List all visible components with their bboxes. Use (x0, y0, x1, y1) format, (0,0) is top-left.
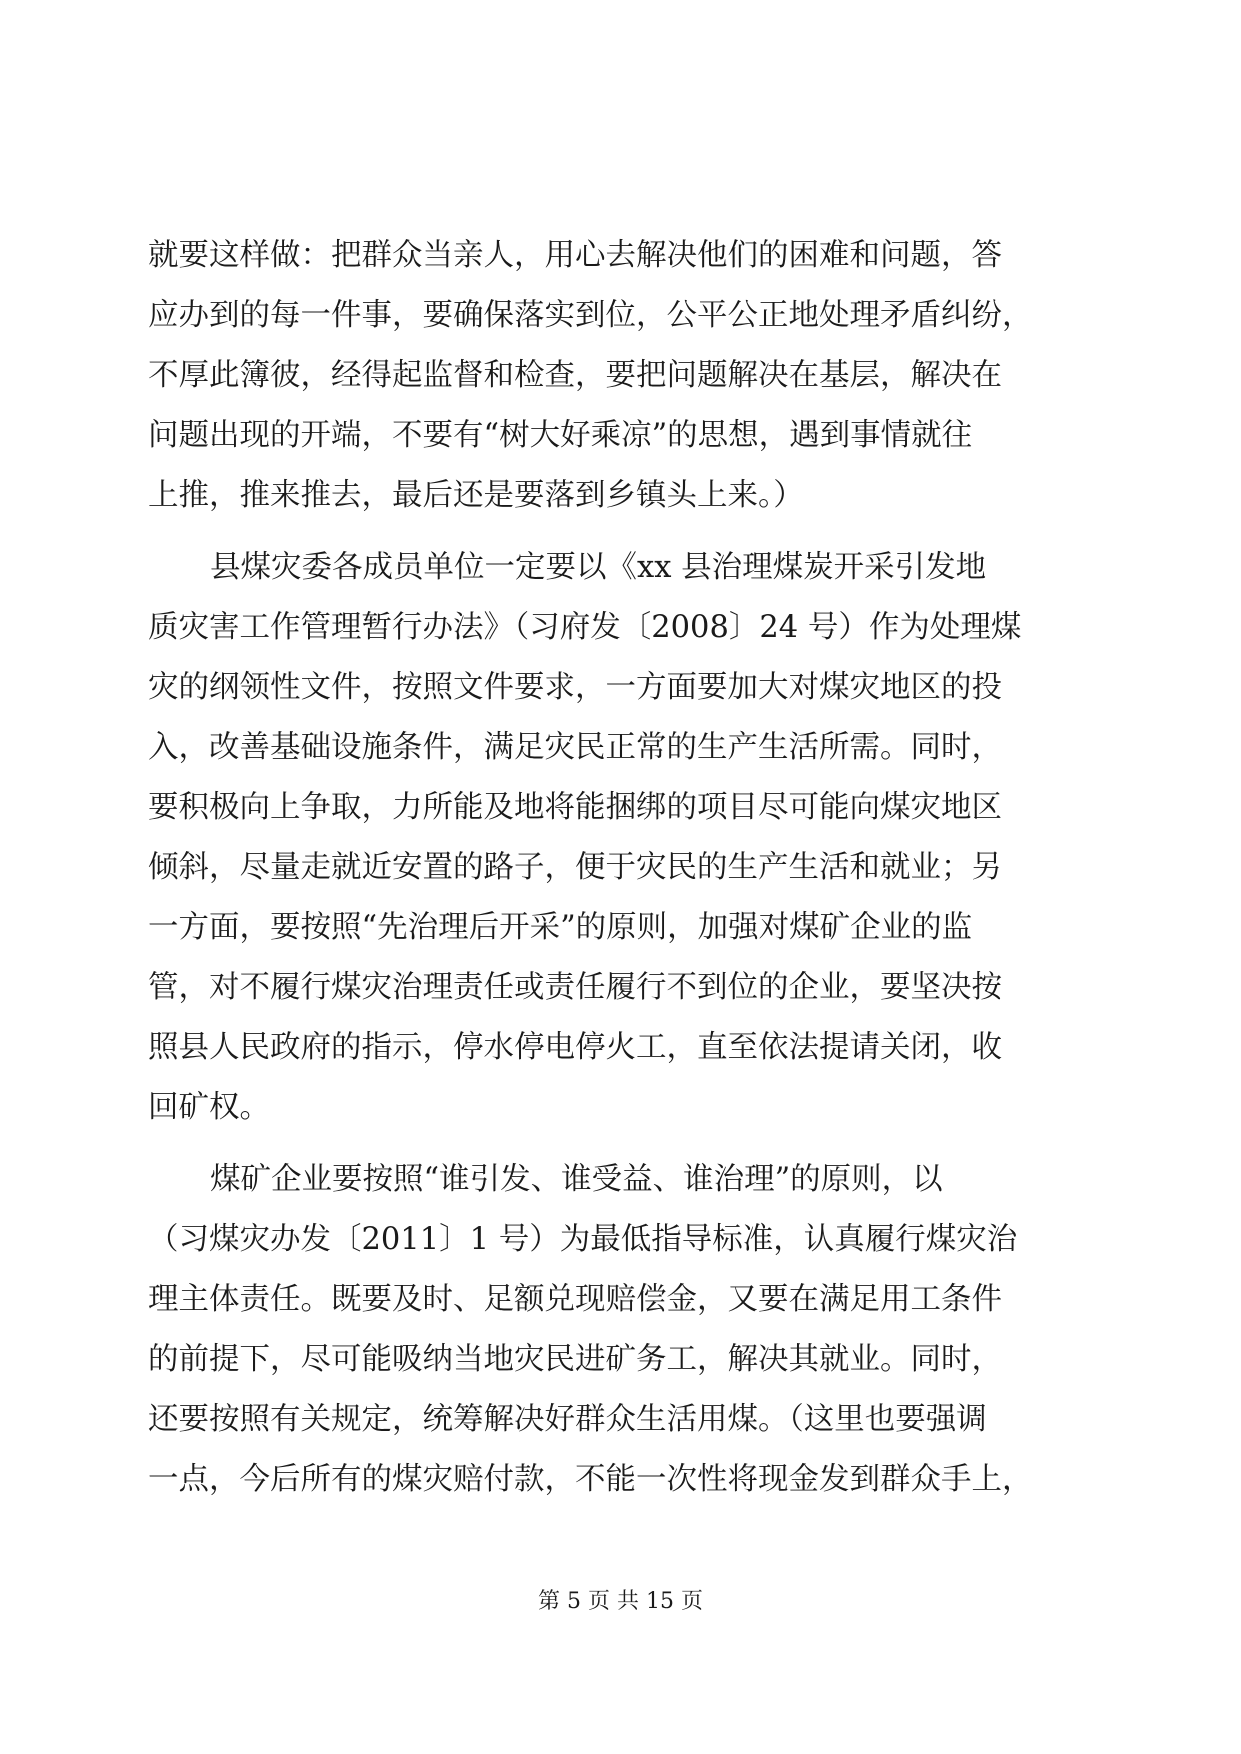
text-line (0, 598, 1241, 658)
text-line (0, 838, 1241, 898)
text-line (0, 466, 1241, 526)
text-line (0, 1450, 1241, 1510)
text-line-content: （习煤灾办发〔2011〕1 号）为最低指导标准，认真履行煤灾治 (148, 1222, 1018, 1257)
text-line-content: 问题出现的开端，不要有“树大好乘凉”的思想，遇到事情就往 (148, 418, 973, 453)
text-line-content: 的前提下，尽可能吸纳当地灾民进矿务工，解决其就业。同时， (148, 1342, 1002, 1377)
text-line-content: 质灾害工作管理暂行办法》（习府发〔2008〕24 号）作为处理煤 (148, 610, 1022, 645)
text-line (0, 1018, 1241, 1078)
text-line (0, 346, 1241, 406)
page-footer: 第 5 页 共 15 页 (538, 1589, 703, 1614)
text-line (0, 1078, 1241, 1138)
text-line (0, 226, 1241, 286)
text-line-content: 灾的纲领性文件，按照文件要求，一方面要加大对煤灾地区的投 (148, 670, 1002, 705)
text-line (0, 1210, 1241, 1270)
text-line-content: 照县人民政府的指示，停水停电停火工，直至依法提请关闭，收 (148, 1030, 1002, 1065)
text-line-content: 回矿权。 (148, 1090, 270, 1125)
text-line (0, 718, 1241, 778)
text-line-content: 理主体责任。既要及时、足额兑现赔偿金，又要在满足用工条件 (148, 1282, 1002, 1317)
text-line (0, 286, 1241, 346)
text-line-content: 管，对不履行煤灾治理责任或责任履行不到位的企业，要坚决按 (148, 970, 1002, 1005)
text-line-content: 入，改善基础设施条件，满足灾民正常的生产生活所需。同时， (148, 730, 1002, 765)
text-line (0, 538, 1241, 598)
text-line-content: 倾斜，尽量走就近安置的路子，便于灾民的生产生活和就业；另 (148, 850, 1002, 885)
text-line (0, 1330, 1241, 1390)
text-line-content: 不厚此簿彼，经得起监督和检查，要把问题解决在基层，解决在 (148, 358, 1002, 393)
text-line (0, 1150, 1241, 1210)
text-line (0, 1390, 1241, 1450)
text-line-content: 一点，今后所有的煤灾赔付款，不能一次性将现金发到群众手上， (148, 1462, 1033, 1497)
text-line-content: 要积极向上争取，力所能及地将能捆绑的项目尽可能向煤灾地区 (148, 790, 1002, 825)
text-line (0, 778, 1241, 838)
text-line (0, 406, 1241, 466)
text-line-content: 煤矿企业要按照“谁引发、谁受益、谁治理”的原则，以 (210, 1162, 943, 1197)
text-line-content: 应办到的每一件事，要确保落实到位，公平公正地处理矛盾纠纷， (148, 298, 1033, 333)
text-line-content: 还要按照有关规定，统筹解决好群众生活用煤。（这里也要强调 (148, 1402, 987, 1437)
text-line-content: 一方面，要按照“先治理后开采”的原则，加强对煤矿企业的监 (148, 910, 973, 945)
text-line (0, 958, 1241, 1018)
text-line-content: 就要这样做：把群众当亲人，用心去解决他们的困难和问题，答 (148, 238, 1002, 273)
text-line-content: 县煤灾委各成员单位一定要以《xx 县治理煤炭开采引发地 (210, 550, 987, 585)
text-line (0, 1270, 1241, 1330)
text-line (0, 898, 1241, 958)
text-line-content: 上推，推来推去，最后还是要落到乡镇头上来。） (148, 478, 804, 513)
text-line (0, 658, 1241, 718)
